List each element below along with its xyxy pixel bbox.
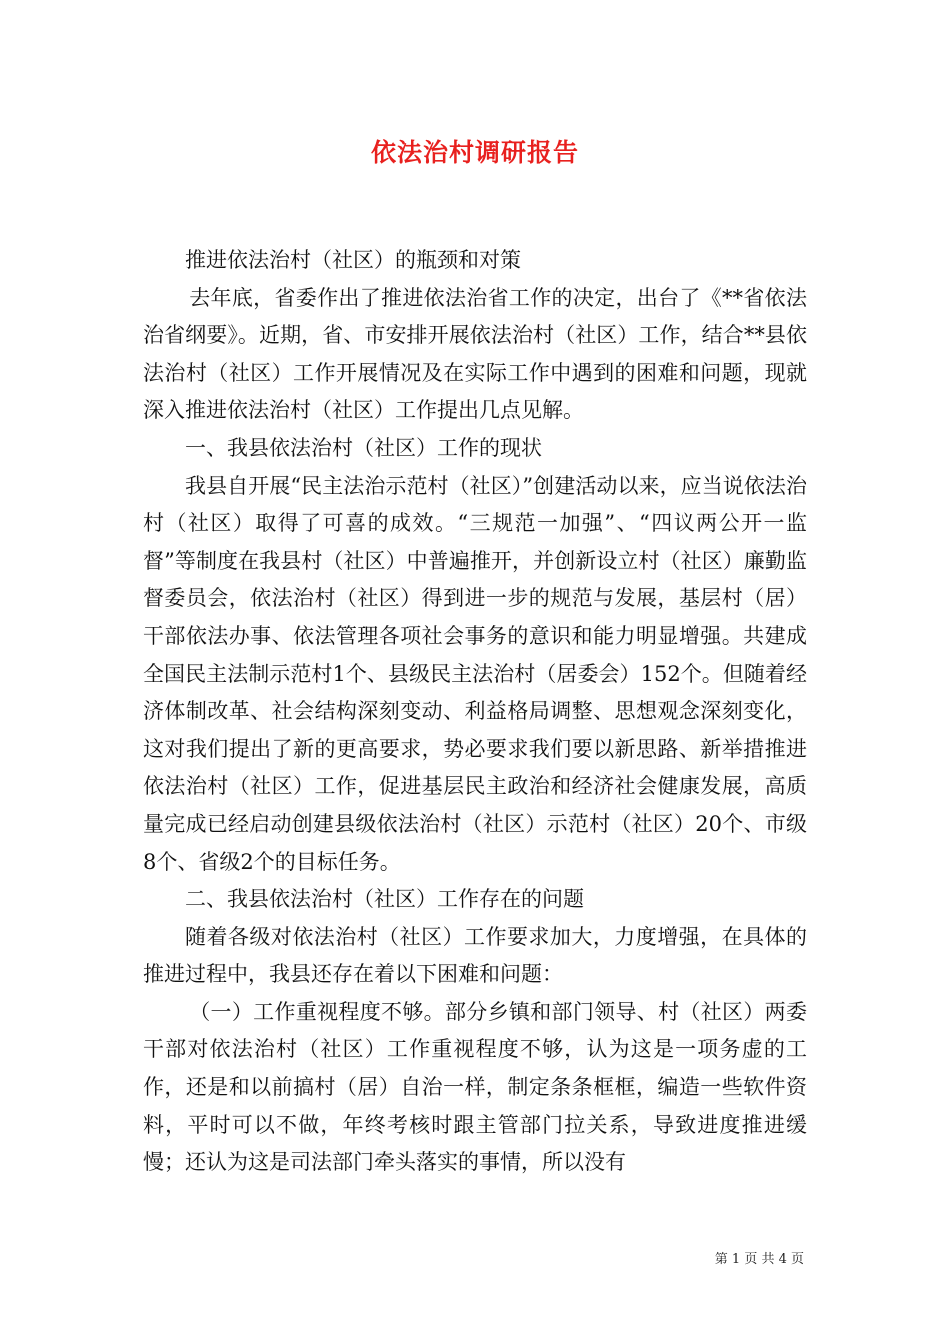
section-heading-status: 一、我县依法治村（社区）工作的现状: [185, 435, 542, 460]
paragraph-problems-intro: 随着各级对依法治村（社区）工作要求加大，力度增强，在具体的推进过程中，我县还存在着以下困难和问题：: [143, 924, 807, 987]
document-title: 依法治村调研报告: [370, 138, 579, 167]
paragraph-problem-1: （一）工作重视程度不够。部分乡镇和部门领导、村（社区）两委干部对依法治村（社区）工作重视程度不够，认为这是一项务虚的工作，还是和以前搞村（居）自治一样，制定条条框框，编造一些软件资料，平时可以不做，年终考核时跟主管部门拉关系，导致进度推进缓慢；还认为这是司法部门牵头落实的事情，所以没有: [143, 999, 807, 1175]
section-heading-problems: 二、我县依法治村（社区）工作存在的问题: [185, 887, 584, 912]
paragraph-subtitle: 推进依法治村（社区）的瓶颈和对策: [185, 248, 521, 272]
document-body: [143, 242, 807, 1182]
paragraph-status: 我县自开展“民主法治示范村（社区）”创建活动以来，应当说依法治村（社区）取得了可喜的成效。“三规范一加强”、“四议两公开一监督”等制度在我县村（社区）中普遍推开，并创新设立村（社区）廉勤监督委员会，依法治村（社区）得到进一步的规范与发展，基层村（居）干部依法办事、依法管理各项社会事务的意识和能力明显增强。共建成全国民主法制示范村1个、县级民主法治村（居委会）152个。但随着经济体制改革、社会结构深刻变动、利益格局调整、思想观念深刻变化，这对我们提出了新的更高要求，势必要求我们要以新思路、新举措推进依法治村（社区）工作，促进基层民主政治和经济社会健康发展，高质量完成已经启动创建县级依法治村（社区）示范村（社区）20个、市级8个、省级2个的目标任务。: [143, 473, 807, 874]
page-number: 第 1 页 共 4 页: [714, 1252, 804, 1267]
paragraph-intro: 去年底，省委作出了推进依法治省工作的决定，出台了《**省依法治省纲要》。近期，省、市安排开展依法治村（社区）工作，结合**县依法治村（社区）工作开展情况及在实际工作中遇到的困难和问题，现就深入推进依法治村（社区）工作提出几点见解。: [143, 285, 807, 423]
